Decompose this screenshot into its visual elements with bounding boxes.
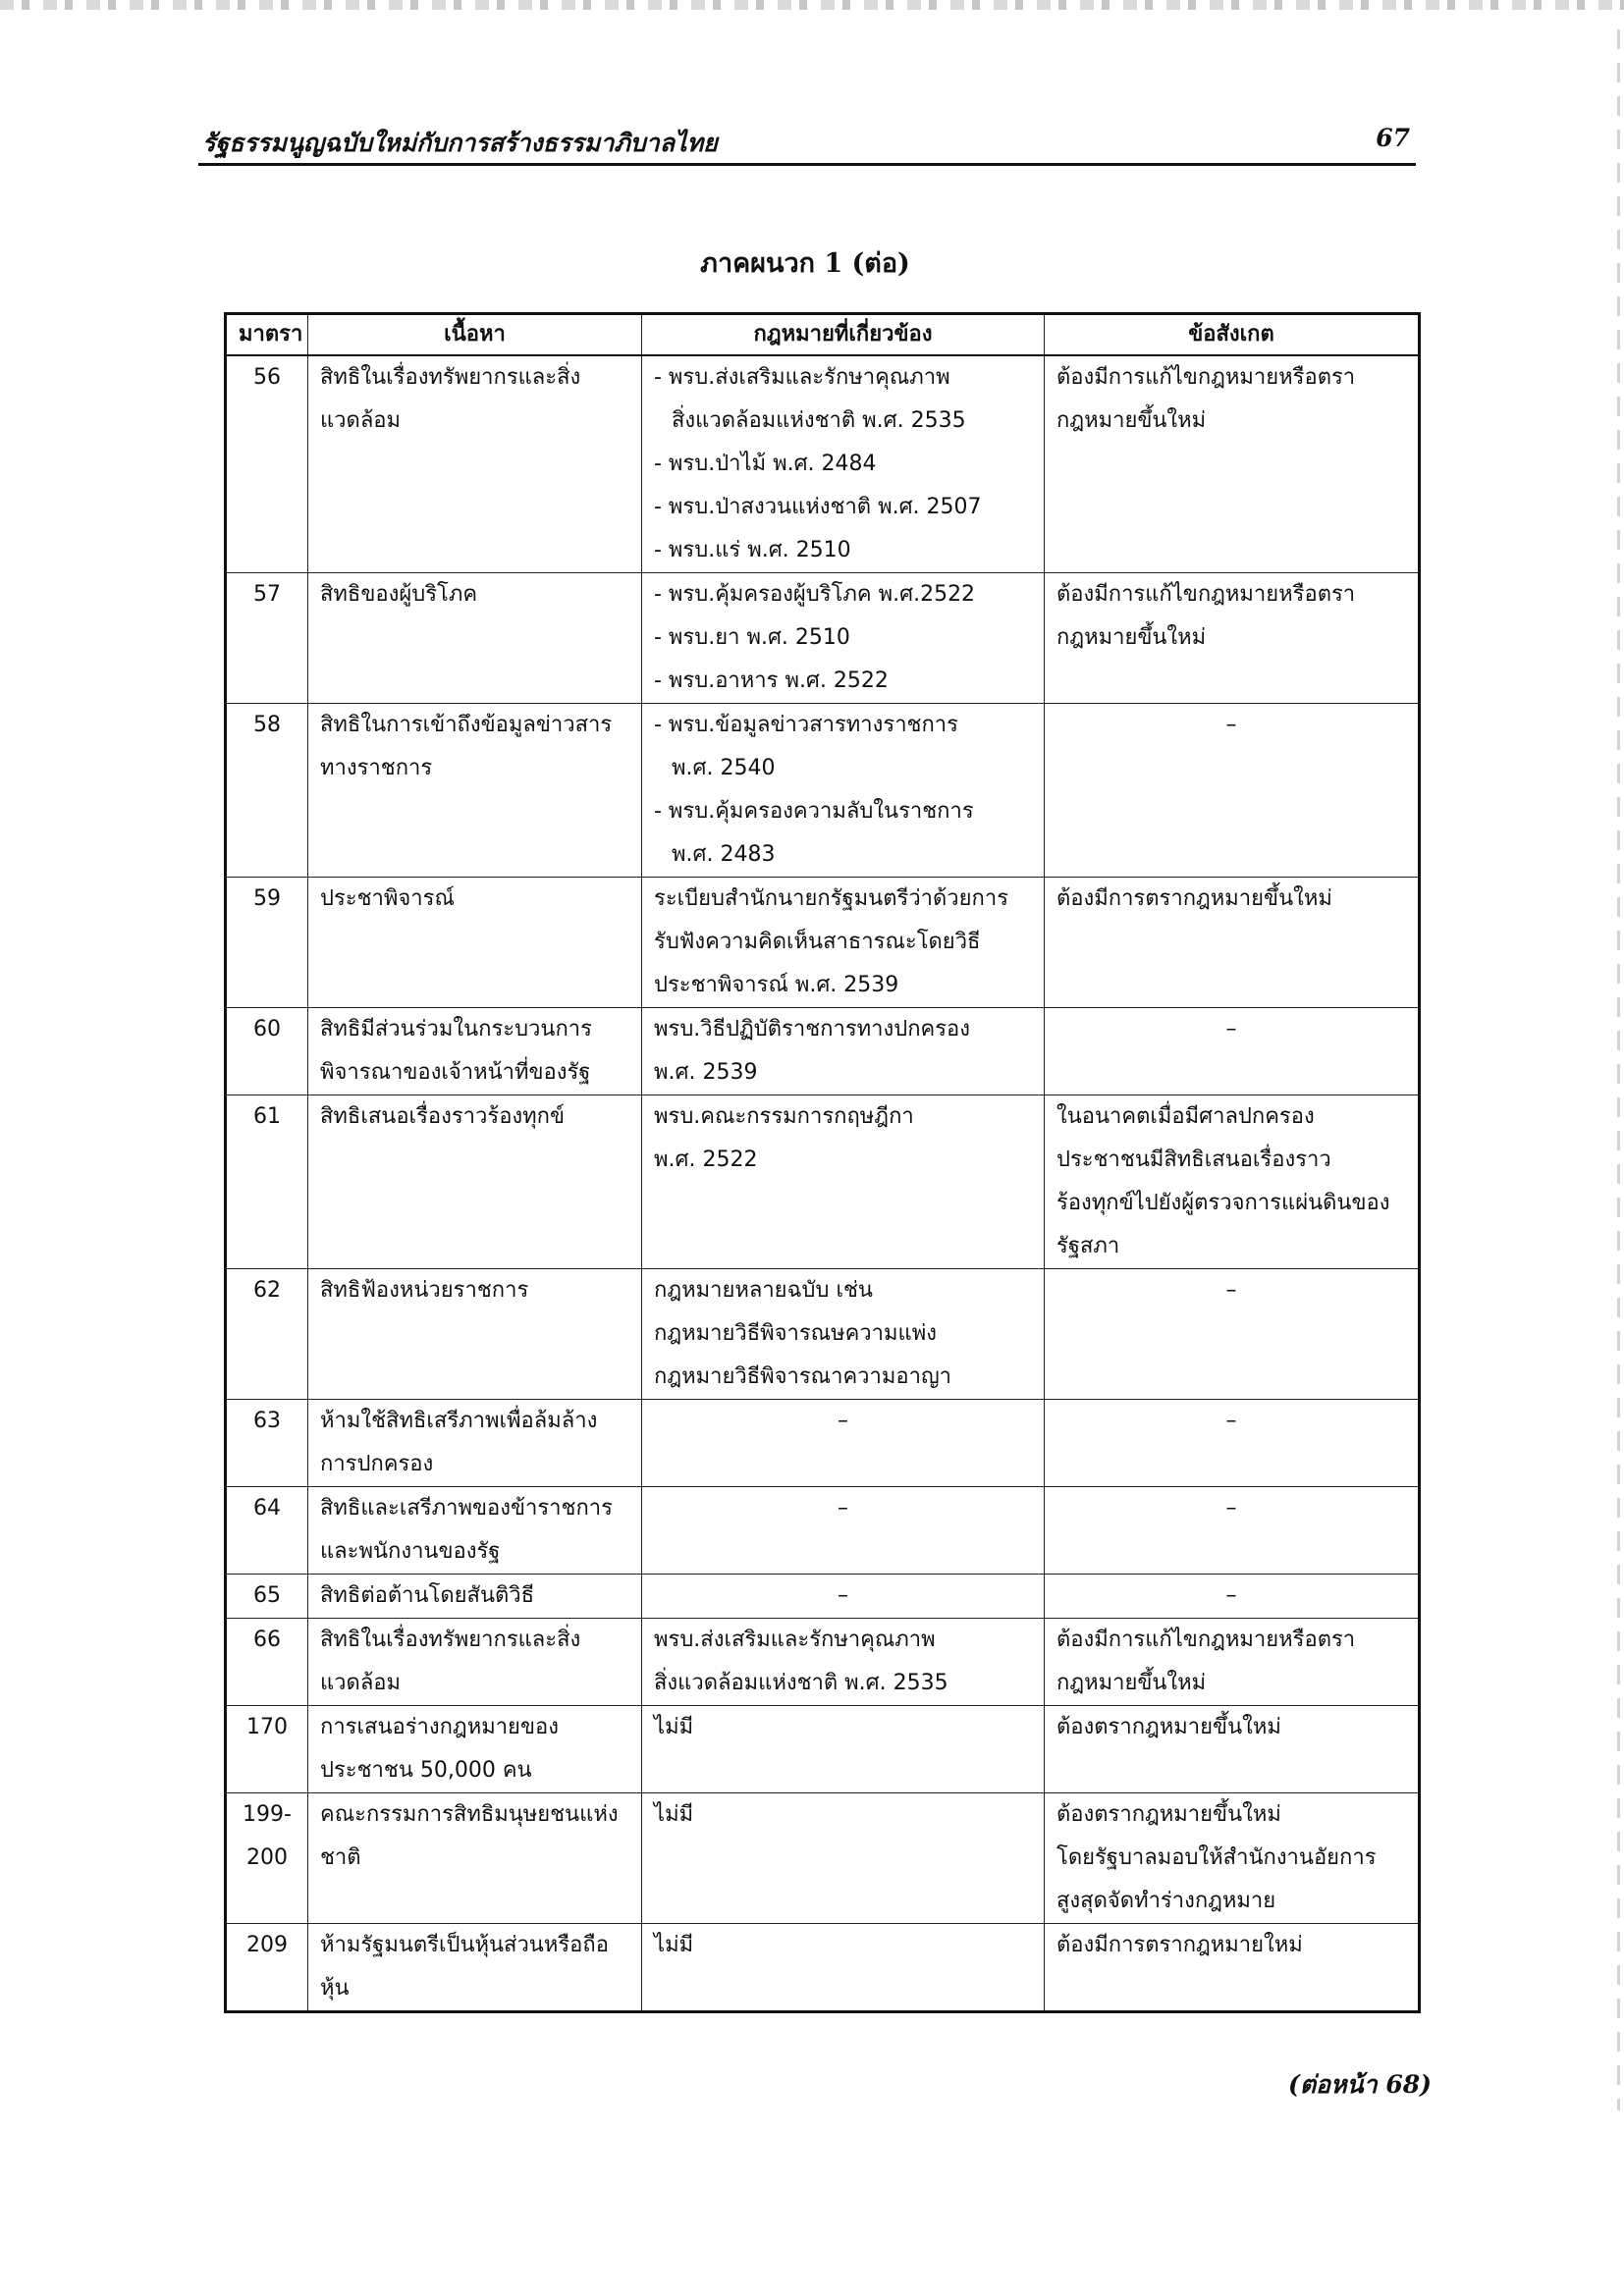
cell-note (1045, 704, 1420, 878)
cell-content: สิทธิมีส่วนร่วมในกระบวนการพิจารณาของเจ้าหน้าที่ของรัฐ (308, 1008, 642, 1095)
scan-edge-top (0, 0, 1624, 10)
cell-laws (642, 355, 1045, 573)
cell-laws (642, 1924, 1045, 2012)
law-line: - พรบ.ป่าสงวนแห่งชาติ พ.ศ. 2507 (654, 495, 982, 519)
note-line: – (1225, 1583, 1237, 1608)
law-line: กฎหมายวิธีพิจารณษความแพ่ง (654, 1321, 937, 1346)
law-line: พ.ศ. 2539 (654, 1060, 758, 1085)
law-line: - พรบ.คุ้มครองผู้บริโภค พ.ศ.2522 (654, 582, 976, 607)
law-line: – (838, 1583, 848, 1608)
cell-note (1045, 1487, 1420, 1575)
table-row (226, 1008, 1420, 1095)
law-line: - พรบ.ส่งเสริมและรักษาคุณภาพ (654, 365, 950, 390)
note-line: ต้องตรากฎหมายขึ้นใหม่ (1056, 1715, 1281, 1739)
cell-content: สิทธิในการเข้าถึงข้อมูลข่าวสารทางราชการ (308, 704, 642, 878)
note-line: – (1225, 1017, 1237, 1041)
cell-section: 60 (226, 1008, 308, 1095)
scan-edge-right (1617, 29, 1620, 2110)
cell-note (1045, 1095, 1420, 1269)
cell-note (1045, 1269, 1420, 1400)
page-header (198, 122, 1416, 166)
law-line: พรบ.คณะกรรมการกฤษฎีกา (654, 1104, 914, 1129)
cell-content: การเสนอร่างกฎหมายของประชาชน 50,000 คน (308, 1706, 642, 1793)
cell-note (1045, 1706, 1420, 1793)
note-line: รัฐสภา (1056, 1234, 1120, 1258)
cell-content: สิทธิต่อต้านโดยสันติวิธี (308, 1575, 642, 1619)
cell-section: 58 (226, 704, 308, 878)
table-row (226, 1706, 1420, 1793)
table-row (226, 1095, 1420, 1269)
cell-section: 59 (226, 878, 308, 1008)
cell-section: 57 (226, 573, 308, 704)
cell-laws (642, 1619, 1045, 1706)
cell-note (1045, 1619, 1420, 1706)
continued-note: (ต่อหน้า 68) (1287, 2070, 1432, 2099)
note-line: ต้องมีการตรากฎหมายใหม่ (1056, 1933, 1303, 1957)
note-line: โดยรัฐบาลมอบให้สำนักงานอัยการ (1056, 1845, 1377, 1870)
cell-note (1045, 878, 1420, 1008)
cell-content: ประชาพิจารณ์ (308, 878, 642, 1008)
cell-content: ห้ามใช้สิทธิเสรีภาพเพื่อล้มล้างการปกครอง (308, 1400, 642, 1487)
cell-laws (642, 1269, 1045, 1400)
table-row (226, 1400, 1420, 1487)
cell-content: สิทธิของผู้บริโภค (308, 573, 642, 704)
column-header-content: เนื้อหา (308, 314, 642, 356)
table-row (226, 1793, 1420, 1924)
note-line: ต้องมีการแก้ไขกฎหมายหรือตรา (1056, 365, 1356, 390)
cell-laws (642, 1706, 1045, 1793)
law-line: - พรบ.ยา พ.ศ. 2510 (654, 625, 850, 650)
law-line: - พรบ.ป่าไม้ พ.ศ. 2484 (654, 452, 877, 476)
cell-laws (642, 573, 1045, 704)
cell-content: สิทธิและเสรีภาพของข้าราชการและพนักงานของรัฐ (308, 1487, 642, 1575)
table-row (226, 573, 1420, 704)
cell-content: ห้ามรัฐมนตรีเป็นหุ้นส่วนหรือถือหุ้น (308, 1924, 642, 2012)
table-row (226, 355, 1420, 573)
cell-section: 64 (226, 1487, 308, 1575)
note-line: กฎหมายขึ้นใหม่ (1056, 408, 1207, 433)
cell-content: คณะกรรมการสิทธิมนุษยชนแห่งชาติ (308, 1793, 642, 1924)
note-line: ในอนาคตเมื่อมีศาลปกครอง (1056, 1104, 1315, 1129)
cell-note (1045, 573, 1420, 704)
law-line: – (838, 1409, 848, 1433)
cell-laws (642, 704, 1045, 878)
cell-section: 170 (226, 1706, 308, 1793)
note-line: ร้องทุกข์ไปยังผู้ตรวจการแผ่นดินของ (1056, 1191, 1390, 1215)
note-line: สูงสุดจัดทำร่างกฎหมาย (1056, 1889, 1276, 1913)
law-line: พ.ศ. 2483 (672, 842, 776, 867)
cell-section: 56 (226, 355, 308, 573)
cell-note (1045, 1008, 1420, 1095)
note-line: ต้องมีการแก้ไขกฎหมายหรือตรา (1056, 582, 1356, 607)
table-row (226, 1575, 1420, 1619)
law-line: สิ่งแวดล้อมแห่งชาติ พ.ศ. 2535 (654, 1671, 948, 1695)
cell-content: สิทธิฟ้องหน่วยราชการ (308, 1269, 642, 1400)
table-body (226, 355, 1420, 2012)
table-row (226, 878, 1420, 1008)
cell-note (1045, 1575, 1420, 1619)
cell-content: สิทธิในเรื่องทรัพยากรและสิ่งแวดล้อม (308, 355, 642, 573)
note-line: – (1225, 1278, 1237, 1303)
cell-section: 66 (226, 1619, 308, 1706)
law-line: ระเบียบสำนักนายกรัฐมนตรีว่าด้วยการ (654, 886, 1009, 911)
cell-content: สิทธิในเรื่องทรัพยากรและสิ่งแวดล้อม (308, 1619, 642, 1706)
note-line: ประชาชนมีสิทธิเสนอเรื่องราว (1056, 1148, 1331, 1172)
table-row (226, 1619, 1420, 1706)
note-line: – (1225, 1496, 1237, 1521)
law-line: สิ่งแวดล้อมแห่งชาติ พ.ศ. 2535 (672, 408, 966, 433)
note-line: – (1225, 713, 1237, 737)
cell-section: 65 (226, 1575, 308, 1619)
table-row (226, 1269, 1420, 1400)
law-line: ไม่มี (654, 1715, 694, 1739)
column-header-section: มาตรา (226, 314, 308, 356)
law-line: - พรบ.แร่ พ.ศ. 2510 (654, 538, 851, 562)
law-line: พรบ.ส่งเสริมและรักษาคุณภาพ (654, 1628, 936, 1652)
law-line: รับฟังความคิดเห็นสาธารณะโดยวิธี (654, 930, 981, 954)
cell-note (1045, 1793, 1420, 1924)
table-header-row (226, 314, 1420, 356)
law-table (224, 312, 1421, 2013)
page-number: 67 (1376, 124, 1410, 152)
cell-section: 209 (226, 1924, 308, 2012)
law-line: - พรบ.คุ้มครองความลับในราชการ (654, 799, 974, 824)
column-header-notes: ข้อสังเกต (1045, 314, 1420, 356)
cell-laws (642, 1575, 1045, 1619)
law-line: ประชาพิจารณ์ พ.ศ. 2539 (654, 973, 899, 997)
law-line: กฎหมายหลายฉบับ เช่น (654, 1278, 873, 1303)
cell-note (1045, 1400, 1420, 1487)
cell-laws (642, 1008, 1045, 1095)
law-line: พ.ศ. 2522 (654, 1148, 758, 1172)
note-line: กฎหมายขึ้นใหม่ (1056, 1671, 1207, 1695)
law-line: - พรบ.อาหาร พ.ศ. 2522 (654, 668, 889, 693)
cell-laws (642, 1487, 1045, 1575)
law-line: ไม่มี (654, 1802, 694, 1827)
table-row (226, 704, 1420, 878)
note-line: กฎหมายขึ้นใหม่ (1056, 625, 1207, 650)
law-line: ไม่มี (654, 1933, 694, 1957)
running-title: รัฐธรรมนูญฉบับใหม่กับการสร้างธรรมาภิบาลไทย (202, 129, 718, 157)
law-line: – (838, 1496, 848, 1521)
table-row (226, 1924, 1420, 2012)
note-line: ต้องตรากฎหมายขึ้นใหม่ (1056, 1802, 1281, 1827)
cell-laws (642, 878, 1045, 1008)
table-row (226, 1487, 1420, 1575)
note-line: – (1225, 1409, 1237, 1433)
cell-section: 62 (226, 1269, 308, 1400)
law-line: - พรบ.ข้อมูลข่าวสารทางราชการ (654, 713, 958, 737)
cell-section: 199-200 (226, 1793, 308, 1924)
cell-laws (642, 1793, 1045, 1924)
note-line: ต้องมีการตรากฎหมายขึ้นใหม่ (1056, 886, 1332, 911)
cell-laws (642, 1095, 1045, 1269)
cell-note (1045, 355, 1420, 573)
law-line: พรบ.วิธีปฏิบัติราชการทางปกครอง (654, 1017, 971, 1041)
cell-content: สิทธิเสนอเรื่องราวร้องทุกข์ (308, 1095, 642, 1269)
appendix-title: ภาคผนวก 1 (ต่อ) (700, 248, 910, 279)
cell-section: 63 (226, 1400, 308, 1487)
law-line: พ.ศ. 2540 (672, 756, 776, 780)
cell-note (1045, 1924, 1420, 2012)
cell-laws (642, 1400, 1045, 1487)
cell-section: 61 (226, 1095, 308, 1269)
note-line: ต้องมีการแก้ไขกฎหมายหรือตรา (1056, 1628, 1356, 1652)
column-header-laws: กฎหมายที่เกี่ยวข้อง (642, 314, 1045, 356)
law-line: กฎหมายวิธีพิจารณาความอาญา (654, 1364, 952, 1389)
